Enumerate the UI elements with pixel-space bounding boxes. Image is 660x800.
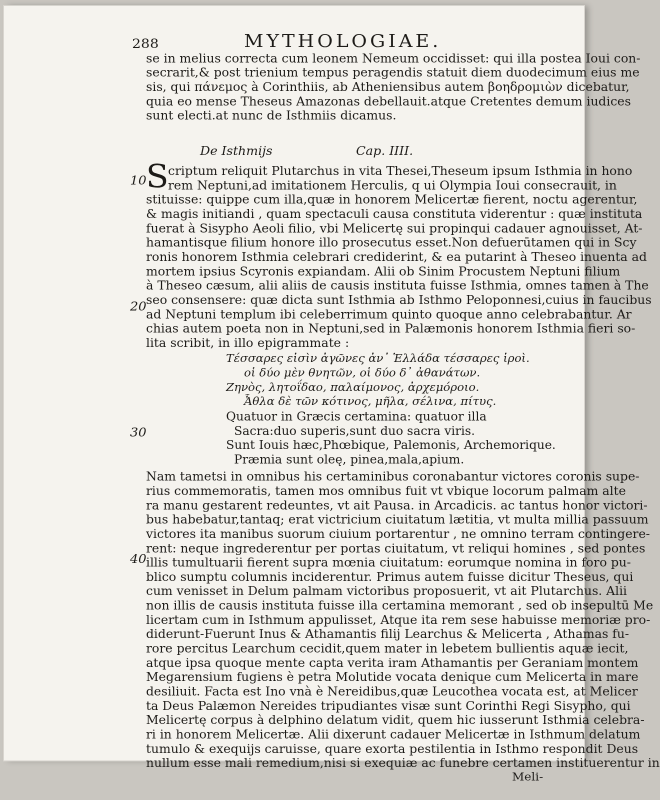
text-line: Melicertę corpus à delphino delatum vidit, quem hic iusserunt Isthmia celebra- [146,712,645,728]
text-line: rent: neque ingrederentur per portas ciuitatum, vt reliqui homines , sed pontes [146,540,646,556]
page-header [4,31,584,52]
margin-line-number: 30 [130,426,147,441]
text-line: chias autem poeta non in Neptuni,sed in Palæmonis honorem Isthmia fieri so- [146,321,636,336]
text-line: se in melius correcta cum leonem Nemeum occidisset: qui illa postea Ioui con- [146,50,641,66]
catchword: Meli- [512,770,544,784]
chapter-heading-number: Cap. IIII. [356,143,414,158]
text-line: Nam tametsi in omnibus his certaminibus coronabantur victores coronis supe- [146,469,640,484]
latin-verse: Sacra:duo superis,sunt duo sacra viris. [234,424,476,438]
chapter-heading-title: De Isthmijs [200,143,273,158]
text-line: diderunt-Fuerunt Inus & Athamantis filij Learchus & Melicerta , Athamas fu- [146,626,630,642]
book-page [4,6,660,784]
text-line: non illis de causis instituta fuisse illa certamina memorant , sed ob insepultū Me [146,598,654,613]
text-line: victores ita manibus suorum ciuium portarentur , ne omnino terram contingere- [146,526,650,541]
text-line: ad Neptuni templum ibi celeberrimum quinto quoque anno celebrabantur. Ar [146,306,632,322]
text-line: sunt electi.at nunc de Isthmiis dicamus. [146,108,397,123]
text-line: blico sumptu columnis inciderentur. Primus autem fuisse dicitur Theseus, qui [146,569,634,584]
text-line: desiliuit. Facta est Ino vnà è Nereidibus,quæ Leucothea vocata est, at Melicer [146,684,638,699]
margin-line-number: 40 [130,552,147,567]
text-line: lita scribit, in illo epigrammate : [146,335,350,350]
latin-verse: Quatuor in Græcis certamina: quatuor illa [226,409,487,424]
text-line: nullum esse mali remedium,nisi si exequiæ ac funebre certamen instituerentur in [146,755,660,770]
text-line: à Theseo cæsum, alii aliis de causis instituta fuisse Isthmia, omnes tamen à The [146,278,649,293]
text-line: cum venisset in Delum palmam victoribus proposuerit, vt ait Plutarchus. Alii [146,583,628,599]
text-line: tumulo & exequijs caruisse, quare exorta pestilentia in Isthmo respondit Deus [146,741,639,756]
latin-verse: Præmia sunt oleę, pinea,mala,apium. [234,452,465,467]
text-line: sis, qui πάνεμος à Corinthiis, ab Atheniensibus autem βοηδρομιὼν dicebatur, [146,79,630,94]
greek-verse: οἱ δύο μὲν θνητῶν, οἱ δύο δ᾽ ἀθανάτων. [244,366,481,380]
text-line: ronis honorem Isthmia celebrari crediderint, & ea putarint à Theseo inuenta ad [146,249,647,264]
text-line: bus habebatur,tantaq; erat victricium ciuitatum lætitia, vt multa millia passuum [146,512,649,527]
text-line: stituisse: quippe cum illa,quæ in honorem Melicertæ fierent, noctu agerentur, [146,192,638,207]
drop-cap: S [146,157,169,196]
text-line: atque ipsa quoque mente capta verita iram Athamantis per Geraniam montem [146,655,639,670]
text-line: ri in honorem Melicertæ. Alii dixerunt cadauer Melicertæ in Isthmum delatum [146,727,641,742]
greek-verse: Ἆθλα δὲ τῶν κότινος, μῆλα, σέλινα, πίτυς. [244,394,497,409]
text-line: licertam cum in Isthmum appulisset, Atque ita rem sese habuisse memoriæ pro- [146,612,651,627]
running-title: MYTHOLOGIAE. [244,30,442,52]
margin-line-number: 20 [130,300,147,315]
text-line: seo consensere: quæ dicta sunt Isthmia ab Isthmo Peloponnesi,cuius in faucibus [146,292,652,307]
text-line: mortem ipsius Scyronis expiandam. Alii ob Sinim Procustem Neptuni filium [146,263,621,279]
text-line: secrarit,& post trienium tempus peragendis statuit diem duodecimum eius me [146,65,640,80]
margin-line-number: 10 [130,174,147,189]
text-line: quia eo mense Theseus Amazonas debellauit.atque Cretentes demum iudices [146,93,631,109]
text-line: & magis initiandi , quam spectaculi causa constituta viderentur : quæ instituta [146,206,643,221]
text-line: hamantisque filium honore illo prosecutus esset.Non defuerūtamen qui in Scy [146,235,637,250]
text-line: criptum reliquit Plutarchus in vita Thesei,Theseum ipsum Isthmia in hono [168,163,633,178]
greek-verse: Τέσσαρες εἰσὶν ἀγῶνες ἀν᾽ Ἑλλάδα τέσσαρες ἱροὶ. [226,351,530,366]
text-line: fuerat à Sisypho Aeoli filio, vbi Melicertę sui propinqui cadauer agnouisset, At- [146,220,643,236]
text-line: ra manu gestarent redeuntes, vt ait Pausa. in Arcadicis. ac tantus honor victori- [146,497,648,513]
page-number: 288 [132,36,159,52]
latin-verse: Sunt Iouis hæc,Phœbique, Palemonis, Archemorique. [226,438,556,452]
text-line: rem Neptuni,ad imitationem Herculis, q ui Olympia Ioui consecrauit, in [168,177,617,193]
text-line: ta Deus Palæmon Nereides tripudiantes visæ sunt Corinthi Regi Sisypho, qui [146,698,631,713]
text-line: Megarensium fugiens è petra Molutide vocata denique cum Melicerta in mare [146,669,639,685]
greek-verse: Ζηνὸς, λητοΐδαο, παλαίμονος, ἀρχεμόροιο. [226,380,480,394]
text-line: rore percitus Learchum cecidit,quem mater in lebetem bullientis aquæ iecit, [146,641,629,656]
text-line: illis tumultuarii fierent supra mœnia ciuitatum: eorumque nomina in foro pu- [146,555,631,570]
text-line: rius commemoratis, tamen mos omnibus fuit vt vbique locorum palmam alte [146,483,626,498]
